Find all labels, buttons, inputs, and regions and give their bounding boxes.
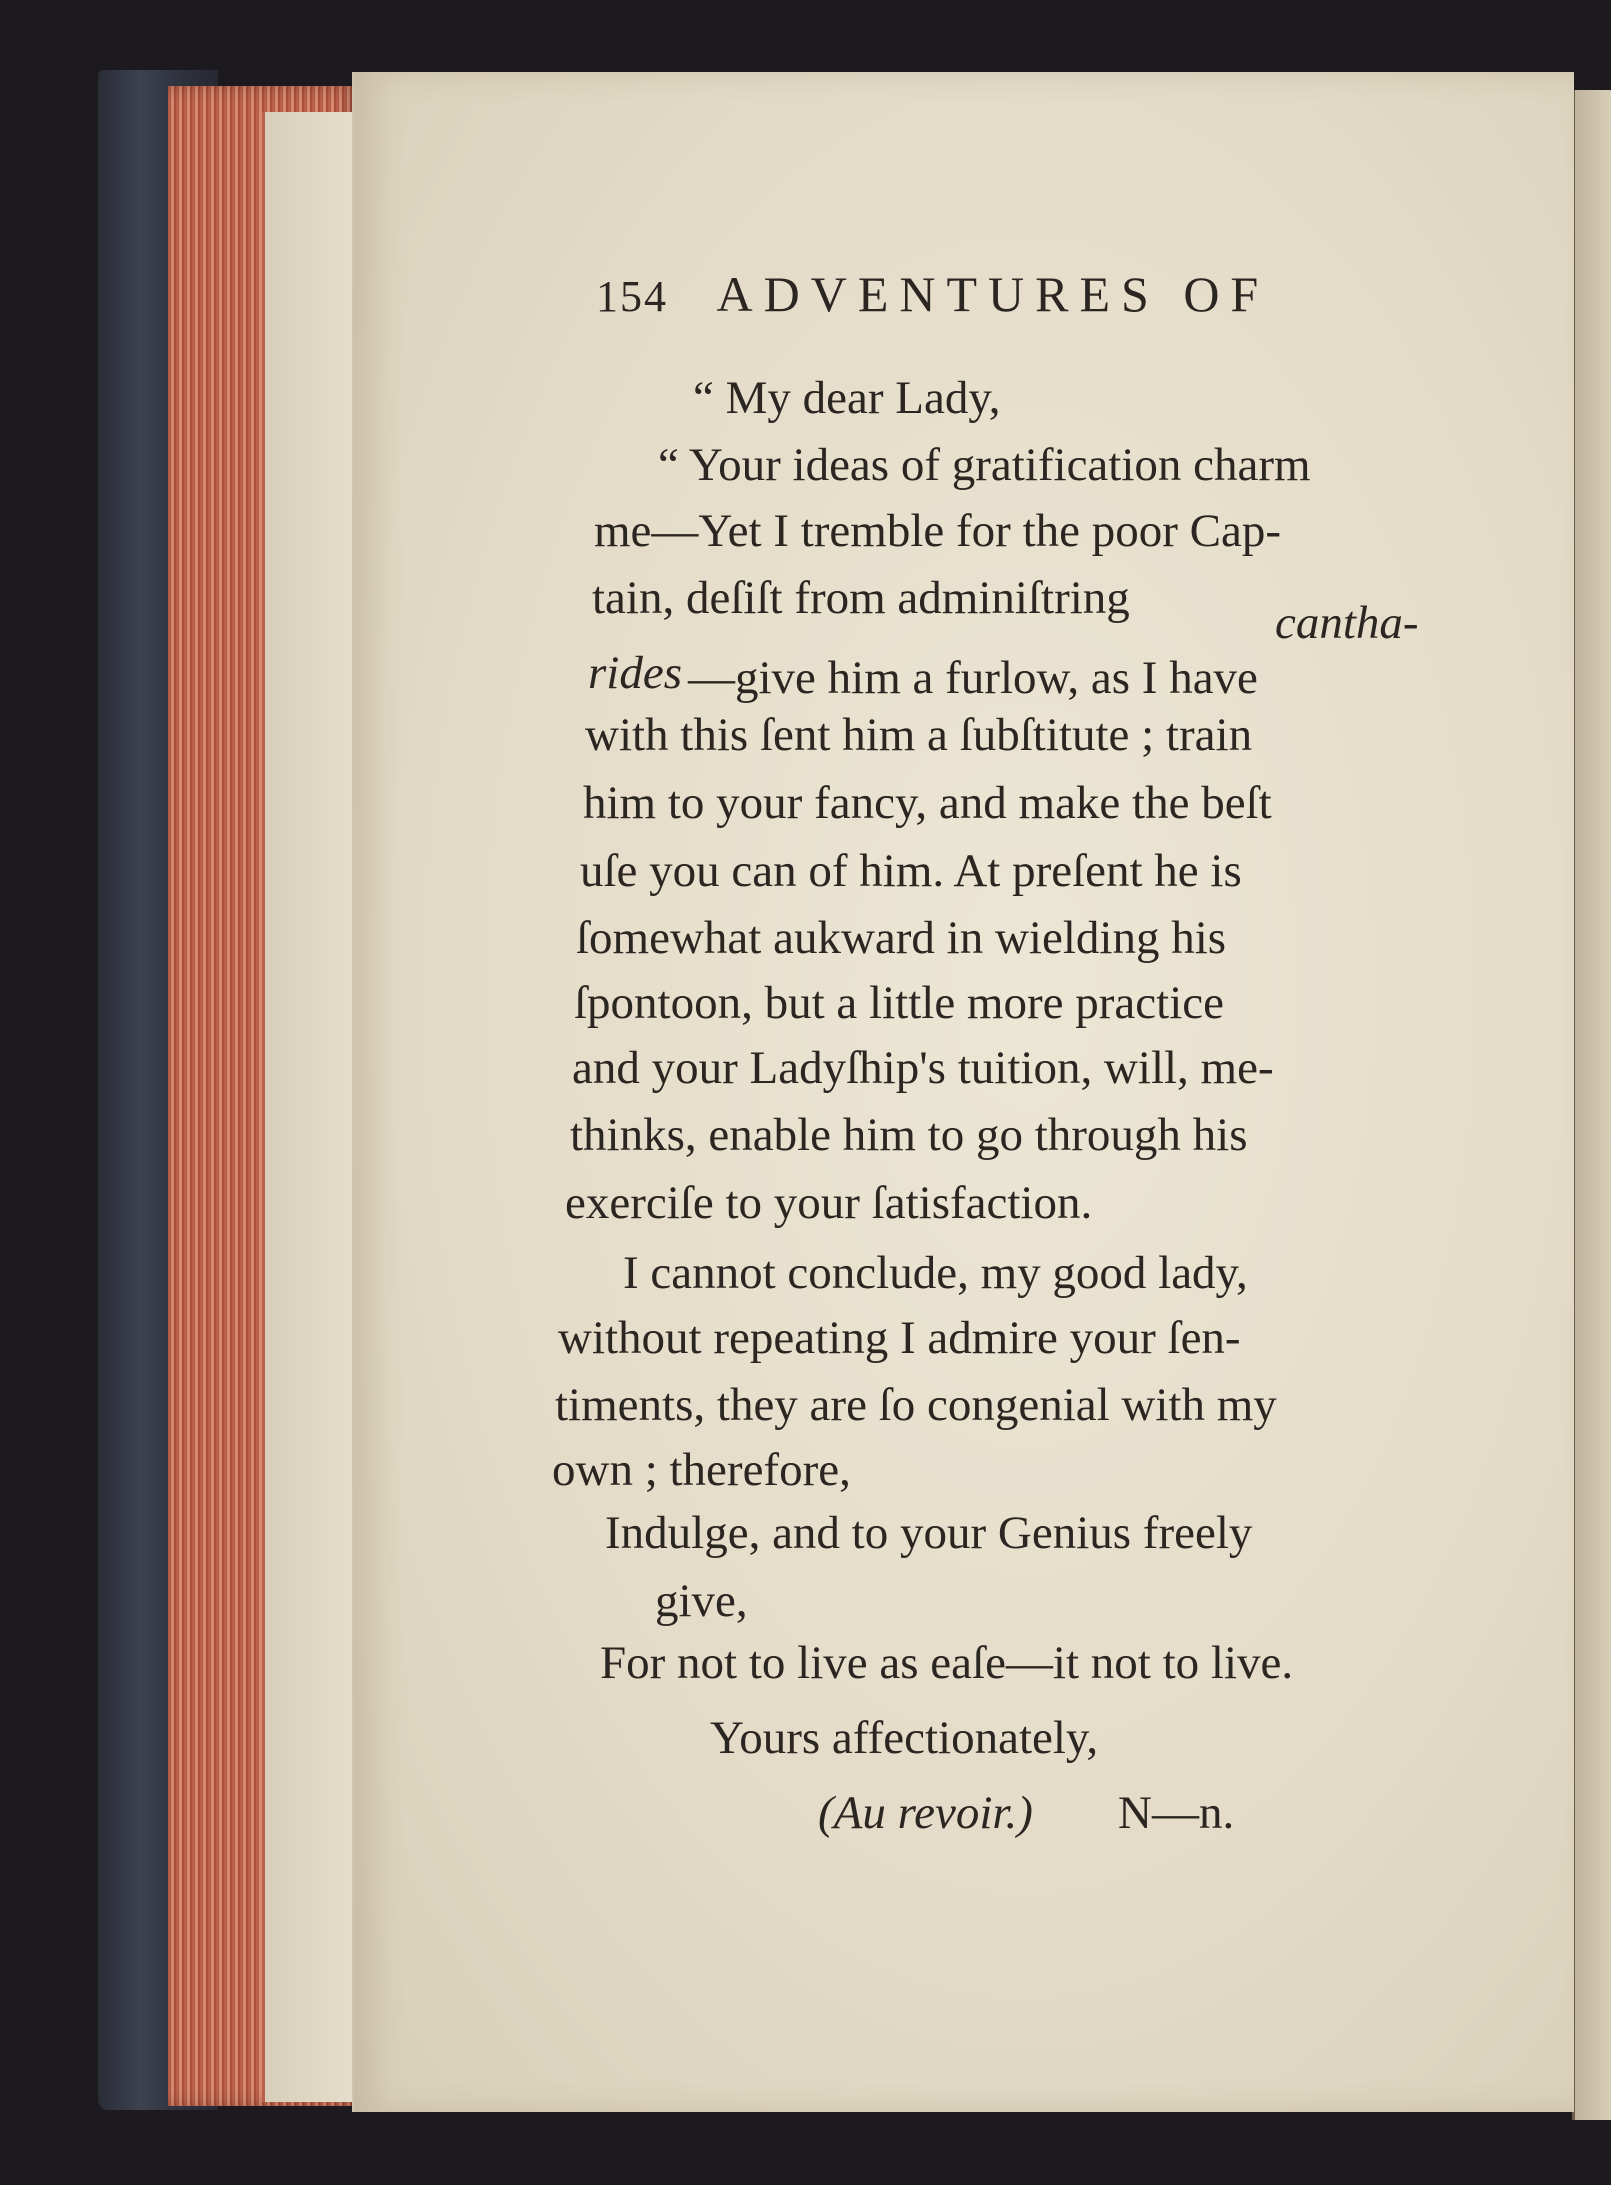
running-title: ADVENTURES OF [716,266,1270,322]
text-line: uſe you can of him. At preſent he is [580,845,1242,897]
text-line: exerciſe to your ſatisfaction. [565,1177,1093,1229]
text-line: tain, deſiſt from adminiſtring [592,572,1130,624]
text-line: own ; therefore, [552,1444,851,1496]
text-line: For not to live as eaſe—it not to live. [600,1637,1294,1689]
text-line: I cannot conclude, my good lady, [623,1247,1248,1299]
text-line: him to your fancy, and make the beſt [583,777,1272,829]
signature: N—n. [1118,1787,1235,1839]
text-line-italic: cantha- [1275,597,1419,649]
text-line: with this ſent him a ſubſtitute ; train [585,709,1253,761]
text-line: thinks, enable him to go through his [570,1109,1248,1161]
next-page-edge [1572,90,1611,2120]
text-line: and your Ladyſhip's tuition, will, me- [572,1042,1274,1094]
text-line: timents, they are ſo congenial with my [555,1379,1277,1431]
page-edge-inner [262,112,360,2102]
signoff-au-revoir: (Au revoir.) [818,1787,1033,1839]
text-line: “ Your ideas of gratification charm [658,439,1311,491]
text-line: “ My dear Lady, [693,372,1001,424]
running-header [596,265,1269,323]
text-line: without repeating I admire your ſen- [558,1312,1241,1364]
text-line: give, [655,1575,748,1627]
text-line: ſomewhat aukward in wielding his [576,912,1227,964]
text-line: ſpontoon, but a little more practice [574,977,1224,1029]
text-line: —give him a furlow, as I have [688,652,1258,704]
text-line: Yours affectionately, [710,1712,1099,1764]
page-number: 154 [596,272,668,321]
text-line: Indulge, and to your Genius freely [605,1507,1253,1559]
text-line: me—Yet I tremble for the poor Cap- [594,505,1282,557]
text-line-italic: rides [588,647,682,699]
